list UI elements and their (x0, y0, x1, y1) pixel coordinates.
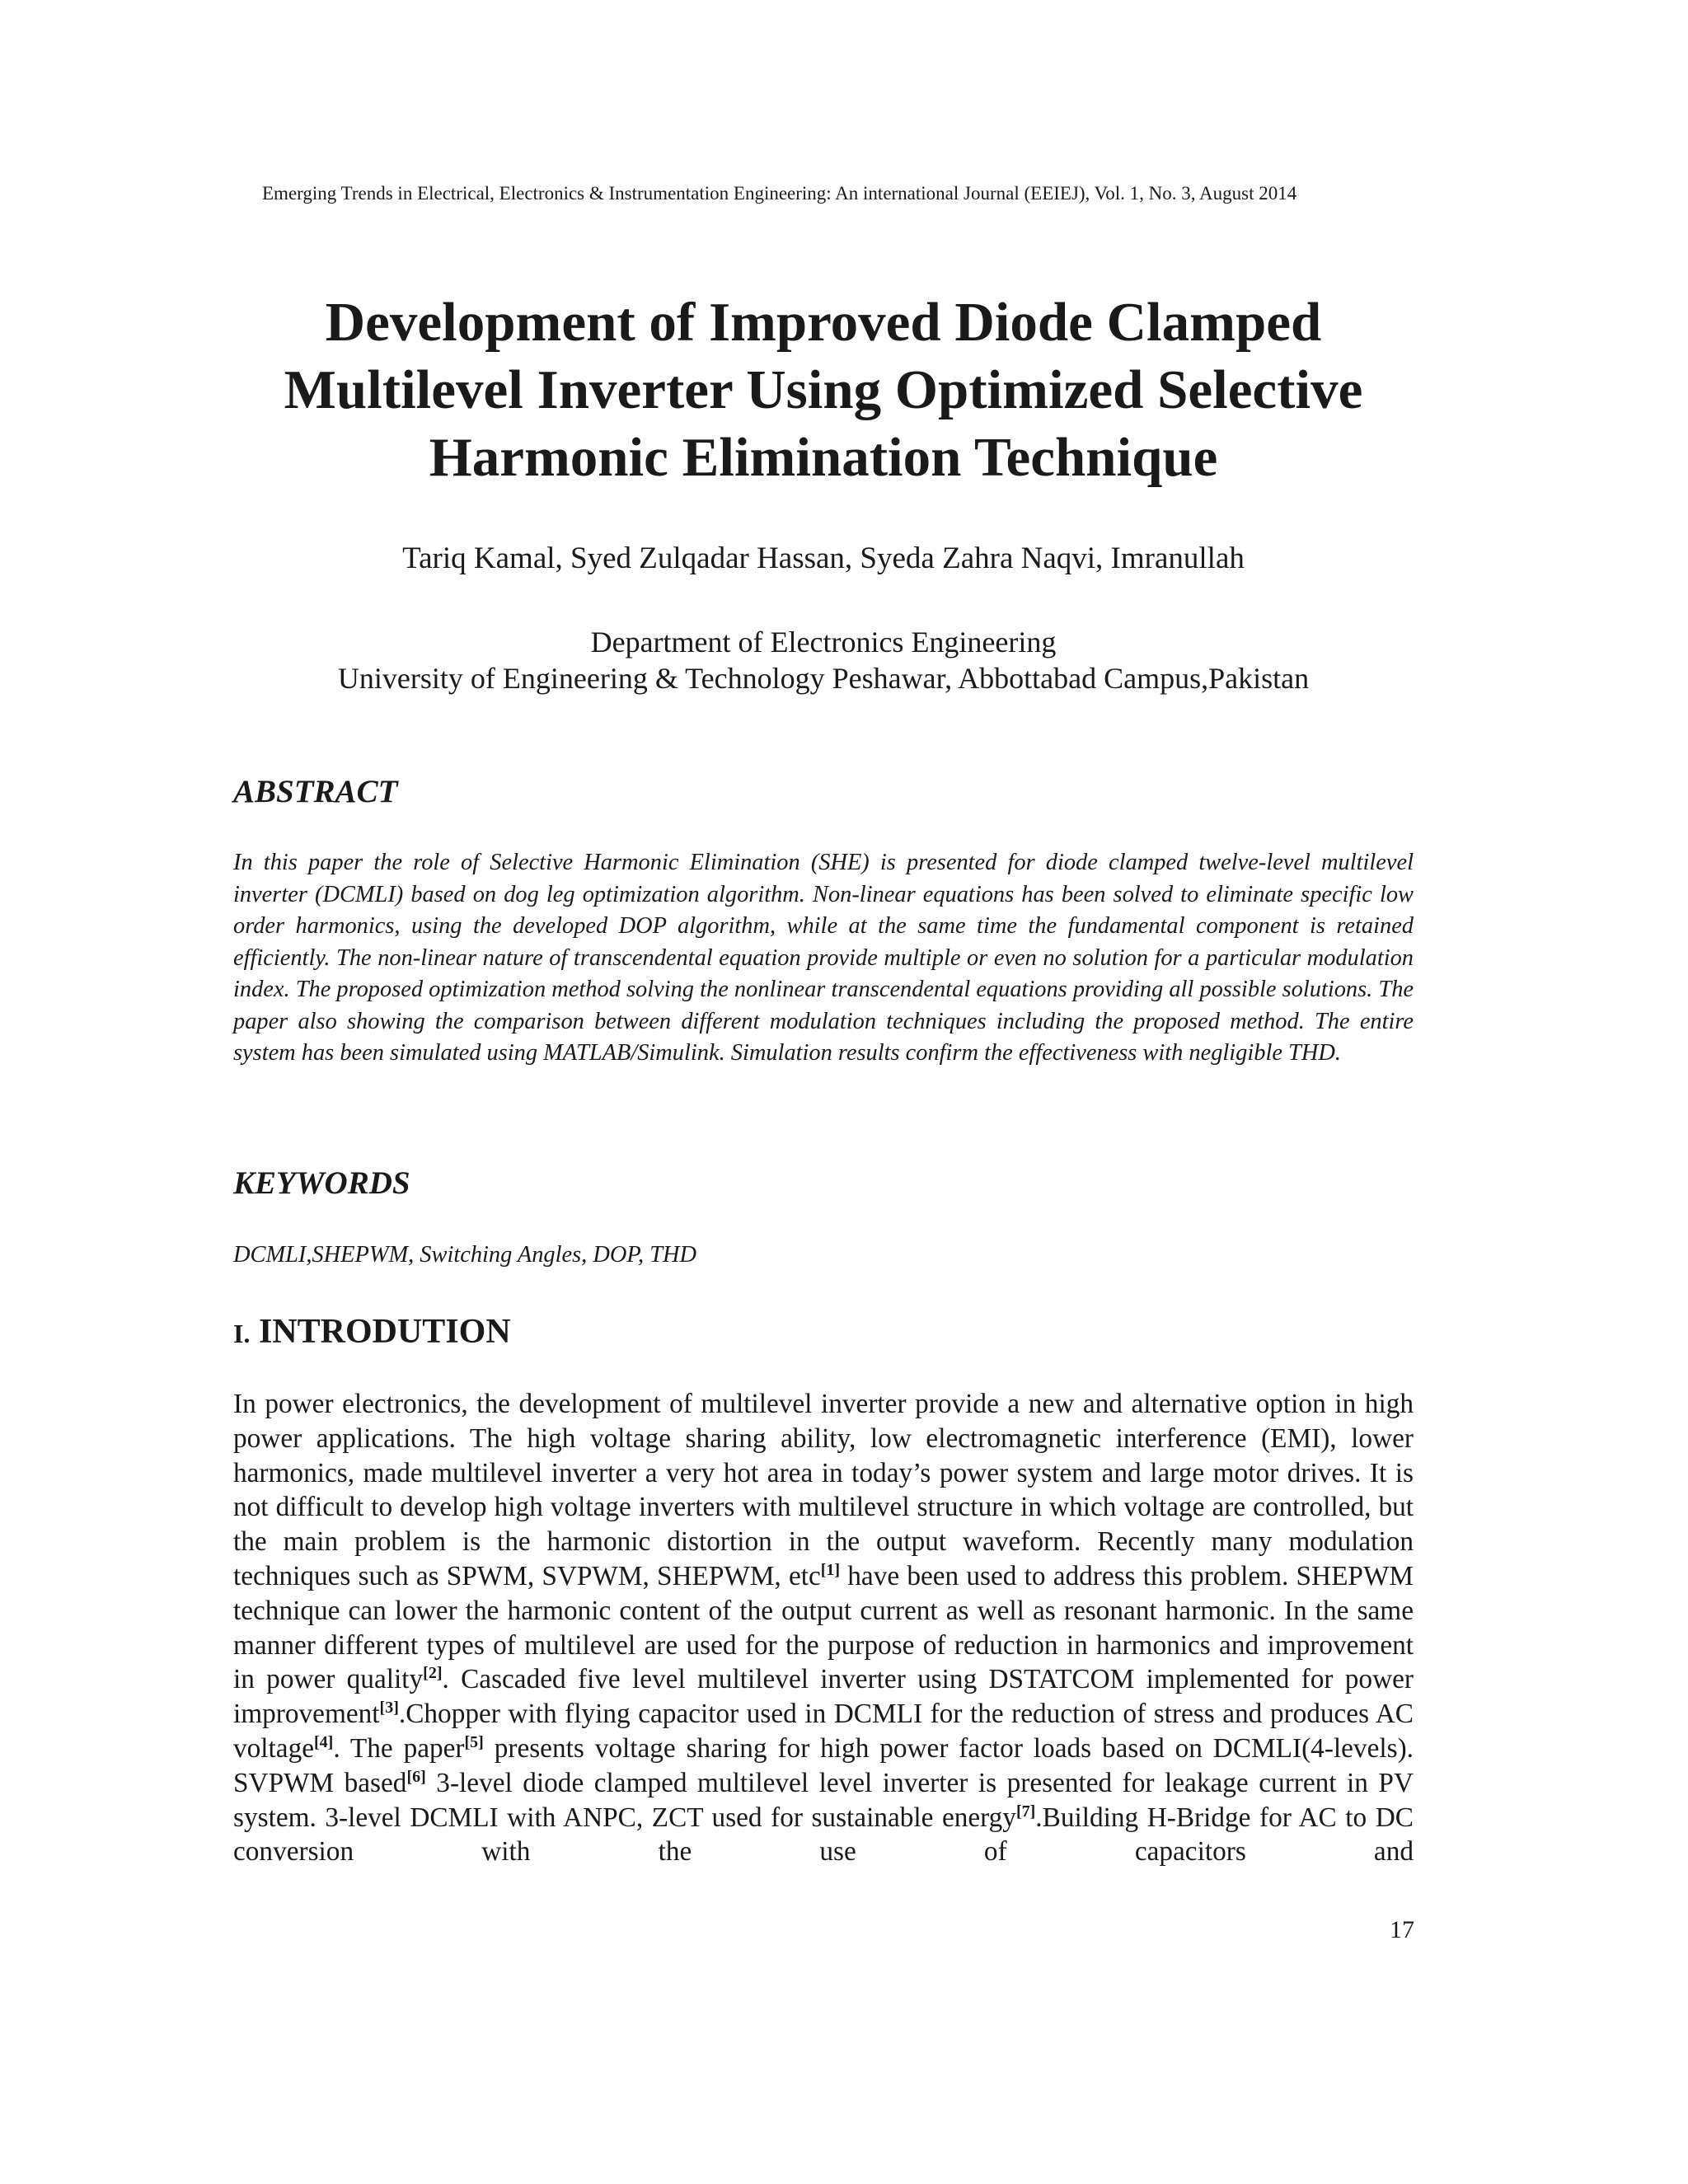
intro-segment: In power electronics, the development of multilevel inverter provide a new and alternative option in high power applications. The high voltage sharing ability, low electromagnetic interference (EMI), lower harmonics, made multilevel inverter a very hot area in today’s power system and large motor drives. It is not difficult to develop high voltage inverters with multilevel structure in which voltage are controlled, but the main problem is the harmonic distortion in the output waveform. Recently many modulation techniques such as SPWM, SVPWM, SHEPWM, etc (233, 1389, 1414, 1591)
citation-2[interactable]: [2] (423, 1664, 443, 1683)
intro-segment: .Building H-Bridge for AC to DC conversion with the use of capacitors and (233, 1802, 1414, 1868)
intro-segment: . The paper (333, 1732, 465, 1764)
intro-segment: presents voltage sharing for high power factor loads based on DCMLI(4-levels). SVPWM based (233, 1732, 1414, 1798)
affiliation (165, 624, 1482, 696)
citation-4[interactable]: [4] (314, 1732, 334, 1751)
university: University of Engineering & Technology Peshawar, Abbottabad Campus,Pakistan (337, 662, 1310, 695)
citation-3[interactable]: [3] (379, 1699, 399, 1718)
citation-7[interactable]: [7] (1015, 1802, 1036, 1821)
citation-6[interactable]: [6] (406, 1767, 426, 1786)
section-number: I. (233, 1319, 251, 1348)
intro-segment: . Cascaded five level multilevel inverter using DSTATCOM implemented for power improvement (233, 1664, 1414, 1730)
intro-segment: .Chopper with flying capacitor used in DCMLI for the reduction of stress and produces AC voltage (233, 1699, 1414, 1764)
introduction-heading (233, 1310, 511, 1355)
intro-segment: 3-level diode clamped multilevel level inverter is presented for leakage current in PV system. 3-level DCMLI with ANPC, ZCT used for sustainable energy (233, 1767, 1414, 1833)
keywords-heading: KEYWORDS (233, 1165, 410, 1201)
citation-5[interactable]: [5] (464, 1732, 484, 1751)
abstract-heading: ABSTRACT (233, 774, 398, 809)
author-list: Tariq Kamal, Syed Zulqadar Hassan, Syeda Zahra Naqvi, Imranullah (402, 541, 1245, 575)
running-header: Emerging Trends in Electrical, Electronics & Instrumentation Engineering: An international Journal (EEIEJ), Vol. 1, No. 3, August 2014 (262, 183, 1297, 204)
paper-title (165, 288, 1482, 491)
intro-segment: have been used to address this problem. SHEPWM technique can lower the harmonic content of the output current as well as resonant harmonic. In the same manner different types of multilevel are used for the purpose of reduction in harmonics and improvement in power quality (233, 1560, 1414, 1695)
title-line-2: Multilevel Inverter Using Optimized Selective (284, 359, 1363, 420)
introduction-text (233, 1387, 1414, 1869)
department: Department of Electronics Engineering (590, 626, 1057, 658)
section-title: INTRODUTION (258, 1313, 511, 1351)
keywords-text: DCMLI,SHEPWM, Switching Angles, DOP, THD (233, 1242, 697, 1268)
citation-1[interactable]: [1] (820, 1560, 841, 1579)
title-line-3: Harmonic Elimination Technique (429, 427, 1218, 488)
title-line-1: Development of Improved Diode Clamped (325, 292, 1322, 353)
page-number: 17 (1390, 1916, 1414, 1943)
introduction-paragraph (233, 1387, 1414, 1869)
abstract-text: In this paper the role of Selective Harmonic Elimination (SHE) is presented for diode clamped twelve-level multilevel inverter (DCMLI) based on dog leg optimization algorithm. Non-linear equations has been solved to eliminate specific low order harmonics, using the developed DOP algorithm, while at the same time the fundamental component is retained efficiently. The non-linear nature of transcendental equation provide multiple or even no solution for a particular modulation index. The proposed optimization method solving the nonlinear transcendental equations providing all possible solutions. The paper also showing the comparison between different modulation techniques including the proposed method. The entire system has been simulated using MATLAB/Simulink. Simulation results confirm the effectiveness with negligible THD. (233, 850, 1414, 1066)
